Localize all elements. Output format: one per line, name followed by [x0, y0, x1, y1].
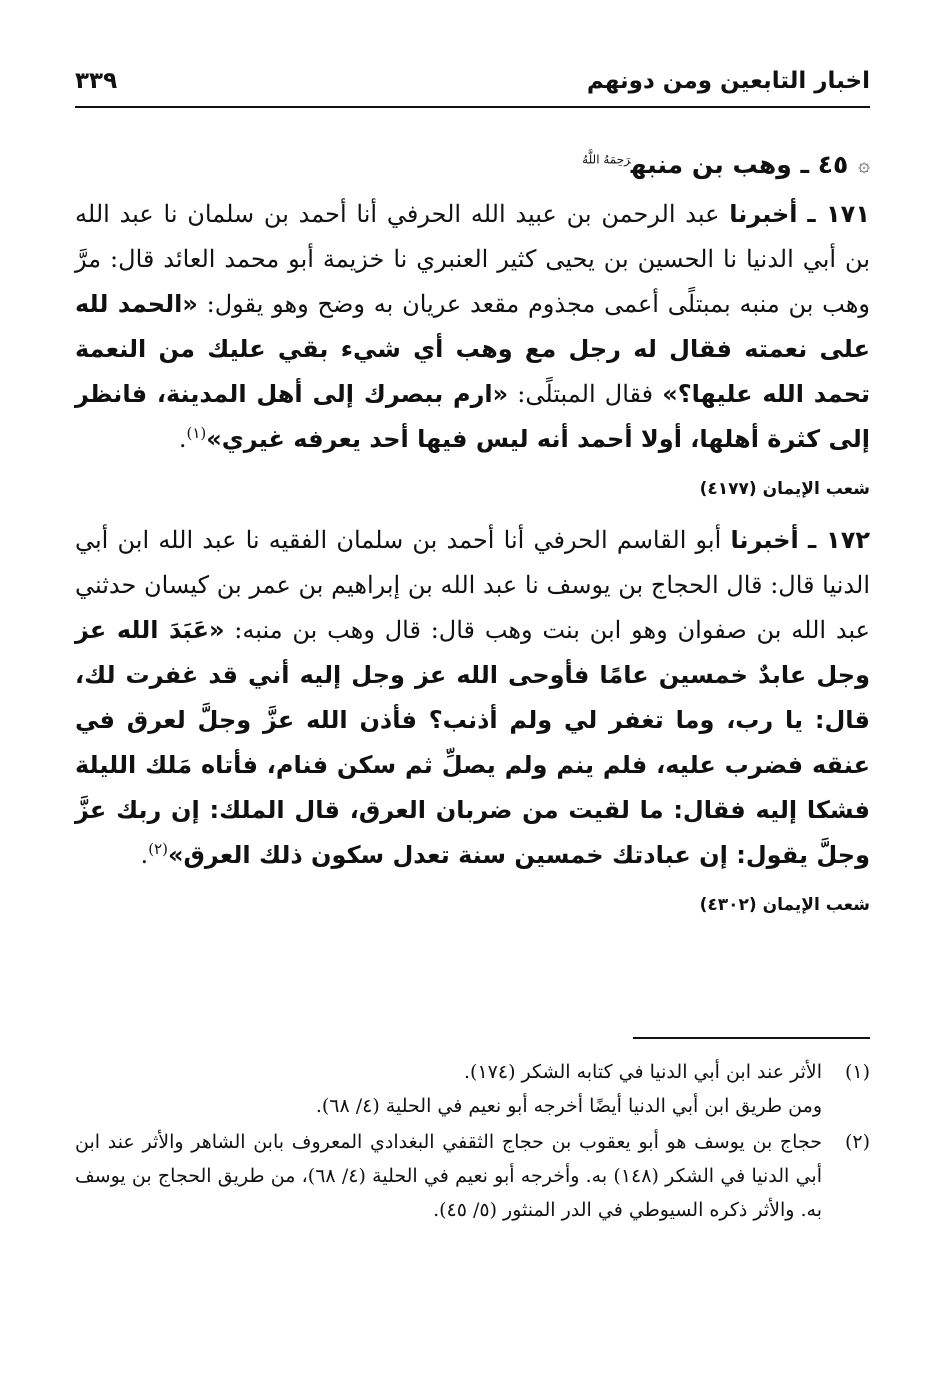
footnote-body	[75, 1055, 822, 1123]
narration-171	[75, 192, 870, 462]
sentence-end: .	[140, 841, 149, 869]
footnote-divider	[633, 1037, 870, 1039]
footnote-reference[interactable]: (١)	[186, 424, 207, 442]
narration-text: عبد الرحمن بن عبيد الله الحرفي أنا أحمد بن سلمان نا عبد الله بن أبي الدنيا نا الحسين بن يحيى كثير العنبري نا خزيمة أبو محمد العائد قال: مرَّ وهب بن منبه بمبتلًى أعمى مجذوم مقعد عريان به وضح وهو يقول:	[75, 200, 870, 318]
narration-number: ١٧١ ـ	[807, 200, 870, 228]
narration-number: ١٧٢ ـ	[807, 526, 870, 554]
source-citation: شعب الإيمان (٤١٧٧)	[699, 479, 870, 499]
footnotes	[75, 1055, 870, 1229]
narration-quote: «الحمد لله على نعمته فقال له رجل مع وهب أي شيء بقي عليك من النعمة تحمد الله عليها؟»	[75, 290, 871, 408]
footnote-marker: (١)	[844, 1061, 870, 1083]
footnote-reference[interactable]: (٢)	[148, 840, 168, 858]
source-citation: شعب الإيمان (٤٣٠٢)	[699, 895, 870, 915]
footnote-marker: (٢)	[844, 1131, 870, 1153]
ornament-icon: ۞	[858, 152, 870, 176]
footnote-item	[75, 1125, 870, 1227]
footnote-line: ومن طريق ابن أبي الدنيا أيضًا أخرجه أبو نعيم في الحلية (٤/ ٦٨).	[315, 1095, 822, 1117]
section-heading	[75, 142, 870, 186]
footnote-line: الأثر عند ابن أبي الدنيا في كتابه الشكر (١٧٤).	[464, 1061, 822, 1083]
running-header	[75, 62, 870, 108]
honorific-glyph: رَحِمَهُ اللَّهُ	[582, 152, 631, 167]
narration-172	[75, 518, 870, 878]
narration-quote: «عَبَدَ الله عز وجل عابدٌ خمسين عامًا فأوحى الله عز وجل إليه أني قد غفرت لك، قال: يا رب، وما تغفر لي ولم أذنب؟ فأذن الله عزَّ وجلَّ لعرق في عنقه فضرب عليه، فلم ينم ولم يصلِّ ثم سكن فنام، فأتاه مَلك الليلة فشكا إليه فقال: ما لقيت من ضربان العرق، قال الملك: إن ربك عزَّ وجلَّ يقول: إن عبادتك خمسين سنة تعدل سكون ذلك العرق»	[75, 616, 870, 869]
narration-quote: «ارم ببصرك إلى أهل المدينة، فانظر إلى كثرة أهلها، أولا أحمد أنه ليس فيها أحد يعرفه غيري»	[75, 380, 870, 453]
narration-lead: أخبرنا	[729, 200, 798, 228]
footnote-item	[75, 1055, 870, 1123]
sentence-end: .	[178, 425, 187, 453]
footnote-body	[75, 1125, 822, 1227]
narration-lead: أخبرنا	[730, 526, 799, 554]
running-title: اخبار التابعين ومن دونهم	[586, 68, 870, 94]
book-page	[75, 62, 870, 1352]
narration-text: أبو القاسم الحرفي أنا أحمد بن سلمان الفقيه نا عبد الله ابن أبي الدنيا قال: قال الحجاج بن يوسف نا عبد الله بن إبراهيم بن عمر بن كيسان حدثني عبد الله بن صفوان وهو ابن بنت وهب قال: قال وهب بن منبه:	[75, 526, 870, 644]
section-title: ٤٥ ـ وهب بن منبه$^{رَحِمَهُ اللَّهُ}$	[582, 149, 849, 179]
narration-text: فقال المبتلًى:	[517, 380, 654, 408]
footnote-line: حجاج بن يوسف هو أبو يعقوب بن حجاج الثقفي البغدادي المعروف بابن الشاهر والأثر عند ابن أبي الدنيا في الشكر (١٤٨) به. وأخرجه أبو نعيم في الحلية (٤/ ٦٨)، من طريق الحجاج بن يوسف به. والأثر ذكره السيوطي في الدر المنثور (٥/ ٤٥).	[75, 1131, 822, 1221]
page-number: ٣٣٩	[75, 68, 118, 94]
